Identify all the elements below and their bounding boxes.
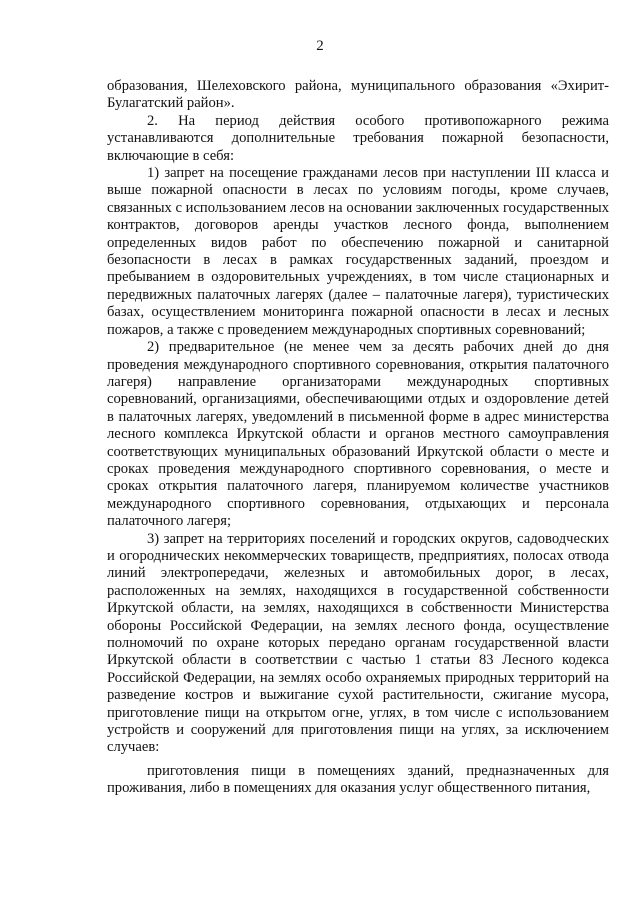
- paragraph-exception-1: приготовления пищи в помещениях зданий, предназначенных для проживания, либо в помещениях для оказания услуг общественного питания,: [107, 762, 609, 797]
- page-number: 2: [316, 38, 324, 54]
- document-body: [107, 78, 609, 798]
- paragraph-subitem-3: 3) запрет на территориях поселений и городских округов, садоводческих и огороднических некоммерческих товариществ, предприятиях, полосах отвода линий электропередачи, железных и автомобильных дорог, в лесах, расположенных на землях, находящихся в государственной собственности Иркутской области, на землях, находящихся в собственности Министерства обороны Российской Федерации, на землях лесного фонда, осуществление полномочий по охране которых передано органам государственной власти Иркутской области в соответствии с частью 1 статьи 83 Лесного кодекса Российской Федерации, на землях особо охраняемых природных территорий на разведение костров и выжигание сухой растительности, сжигание мусора, приготовление пищи на открытом огне, углях, в том числе с использованием устройств и сооружений для приготовления пищи на углях, за исключением случаев:: [107, 530, 609, 756]
- paragraph-continuation: образования, Шелеховского района, муниципального образования «Эхирит-Булагатский район».: [107, 78, 609, 112]
- paragraph-subitem-1: 1) запрет на посещение гражданами лесов при наступлении III класса и выше пожарной опасности в лесах по условиям погоды, кроме случаев, связанных с использованием лесов на основании заключенных государственных контрактов, договоров аренды участков лесного фонда, выполнением определенных видов работ по обеспечению пожарной и санитарной безопасности в лесах в рамках государственных заданий, проездом и пребыванием в оздоровительных учреждениях, в том числе стационарных и передвижных палаточных лагерях (далее – палаточные лагеря), туристических базах, осуществлением мониторинга пожарной опасности в лесах и лесных пожаров, а также с проведением международных спортивных соревнований;: [107, 165, 609, 338]
- paragraph-subitem-2: 2) предварительное (не менее чем за десять рабочих дней до дня проведения международного спортивного соревнования, открытия палаточного лагеря) направление организаторами международных спортивных соревнований, организациями, обеспечивающими отдых и оздоровление детей в палаточных лагерях, уведомлений в письменной форме в адрес министерства лесного комплекса Иркутской области и органов местного самоуправления соответствующих муниципальных образований Иркутской области о месте и сроках проведения международного спортивного соревнования, о месте и сроках открытия палаточного лагеря, планируемом количестве участников международного спортивного соревнования, отдыхающих и персонала палаточного лагеря;: [107, 339, 609, 530]
- paragraph-item-2: 2. На период действия особого противопожарного режима устанавливаются дополнительные требования пожарной безопасности, включающие в себя:: [107, 112, 609, 164]
